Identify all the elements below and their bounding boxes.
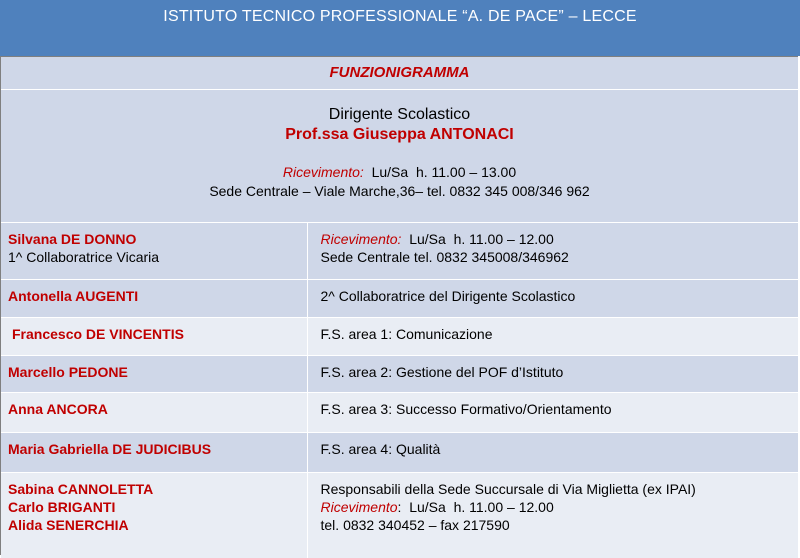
- table-row: [1, 393, 798, 433]
- staff-role-cell: [307, 318, 798, 356]
- staff-role-cell: [307, 280, 798, 318]
- dirigente-role: Dirigente Scolastico: [328, 106, 471, 123]
- staff-table: [1, 222, 798, 558]
- staff-role: F.S. area 2: Gestione del POF d’Istituto: [320, 364, 564, 380]
- staff-role-cell: [307, 356, 798, 393]
- staff-name-cell: [1, 393, 307, 433]
- staff-name-cell: [1, 356, 307, 393]
- staff-name: Anna ANCORA: [8, 401, 108, 417]
- staff-contact: Sede Centrale tel. 0832 345008/346962: [320, 249, 569, 265]
- ricevimento-label: Ricevimento:: [320, 231, 402, 247]
- staff-name: Antonella AUGENTI: [8, 288, 139, 304]
- table-row: [1, 473, 798, 558]
- school-title: ISTITUTO TECNICO PROFESSIONALE “A. DE PACE” – LECCE: [163, 8, 637, 25]
- school-header: [0, 0, 800, 56]
- staff-role-cell: [307, 393, 798, 433]
- dirigente-ricevimento-label: Ricevimento:: [282, 164, 364, 180]
- dirigente-name: Prof.ssa Giuseppa ANTONACI: [285, 126, 514, 143]
- staff-name: Maria Gabriella DE JUDICIBUS: [8, 441, 212, 457]
- dirigente-block: [1, 90, 798, 222]
- dirigente-sede: Sede Centrale – Viale Marche,36– tel. 0832 345 008/346 962: [209, 183, 590, 199]
- staff-name-cell: [1, 280, 307, 318]
- staff-role-cell: [307, 473, 798, 558]
- table-row: [1, 433, 798, 473]
- table-row: [1, 356, 798, 393]
- staff-name-cell: [1, 318, 307, 356]
- table-row: [1, 318, 798, 356]
- staff-role-cell: [307, 433, 798, 473]
- ricevimento-hours: : Lu/Sa h. 11.00 – 12.00: [397, 499, 554, 515]
- table-row: [1, 280, 798, 318]
- staff-role: 2^ Collaboratrice del Dirigente Scolastico: [320, 288, 576, 304]
- section-title: FUNZIONIGRAMMA: [329, 64, 470, 81]
- staff-name-cell: [1, 473, 307, 558]
- staff-role: F.S. area 3: Successo Formativo/Orientamento: [320, 401, 612, 417]
- section-title-band: [1, 57, 798, 90]
- ricevimento-label: Ricevimento: [320, 499, 398, 515]
- ricevimento-hours: Lu/Sa h. 11.00 – 12.00: [401, 231, 554, 247]
- staff-name-cell: [1, 433, 307, 473]
- table-row: [1, 223, 798, 280]
- dirigente-ricevimento-hours: Lu/Sa h. 11.00 – 13.00: [363, 164, 517, 180]
- staff-name: Carlo BRIGANTI: [8, 499, 116, 515]
- staff-name: Marcello PEDONE: [8, 364, 128, 380]
- dirigente-ricevimento: [1, 164, 798, 180]
- staff-role: Responsabili della Sede Succursale di Via Miglietta (ex IPAI): [320, 481, 696, 497]
- staff-role: F.S. area 1: Comunicazione: [320, 326, 493, 342]
- staff-name: Alida SENERCHIA: [8, 517, 129, 533]
- staff-role: 1^ Collaboratrice Vicaria: [8, 249, 160, 265]
- staff-role: F.S. area 4: Qualità: [320, 441, 441, 457]
- staff-name: Silvana DE DONNO: [8, 231, 137, 247]
- staff-name: Sabina CANNOLETTA: [8, 481, 154, 497]
- staff-name: Francesco DE VINCENTIS: [12, 326, 184, 342]
- staff-contact: tel. 0832 340452 – fax 217590: [320, 517, 510, 533]
- staff-role-cell: [307, 223, 798, 280]
- staff-name-cell: [1, 223, 307, 280]
